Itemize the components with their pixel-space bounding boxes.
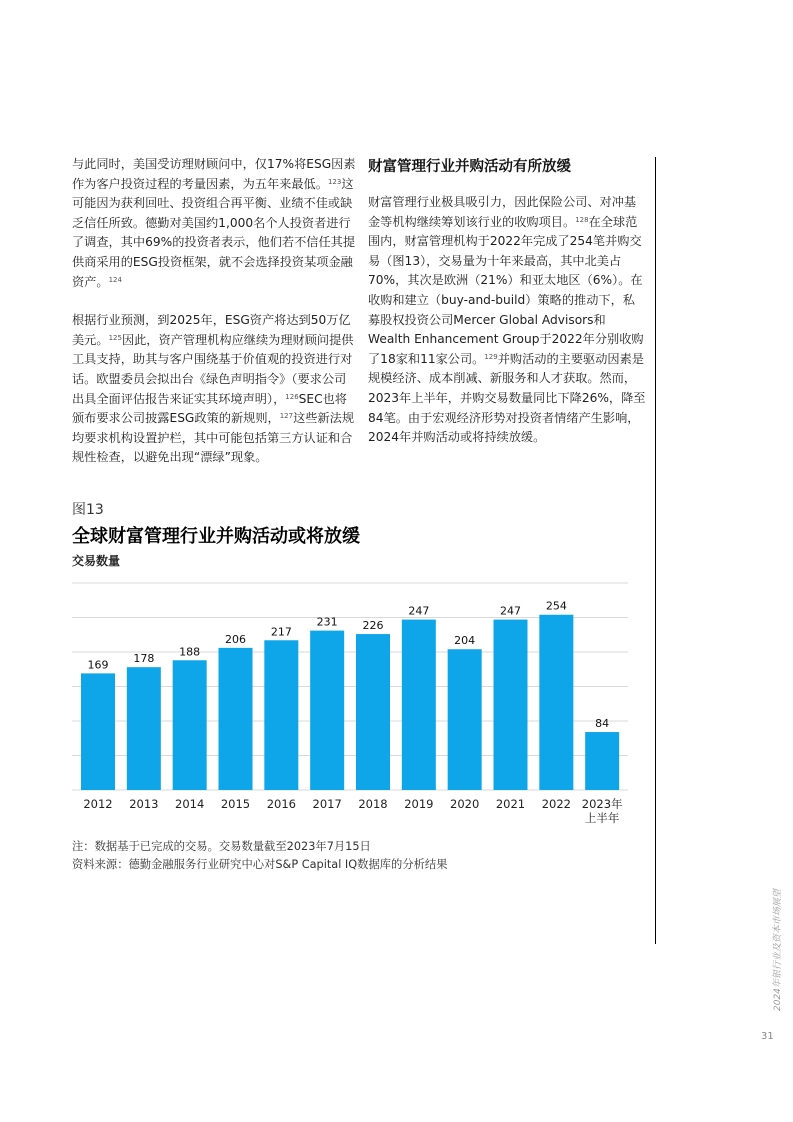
x-tick-label: 2020 (450, 797, 480, 811)
source-text: 资料来源：德勤金融服务行业研究中心对S&P Capital IQ数据库的分析结果 (72, 858, 448, 871)
left-paragraph-1: 与此同时，美国受访理财顾问中，仅17%将ESG因素作为客户投资过程的考量因素，为五年来最低。$^{123}$这可能因为获利回吐、投资组合再平衡、业绩不佳或缺乏信任所致。德勤对美国约1,000名个人投资者进行了调查，其中69%的投资者表示，他们若不信任其提供商采用的ESG投资框架，就不会选择投资某项金融资产。$^{124}$ (72, 157, 356, 289)
note-text: 注：数据基于已完成的交易。交易数量截至2023年7月15日 (72, 840, 371, 853)
footnote-ref[interactable]: 123 (327, 177, 342, 186)
y-axis-label: 交易数量 (72, 554, 121, 568)
left-paragraph-2: 根据行业预测，到2025年，ESG资产将达到50万亿美元。$^{125}$因此，资产管理机构应继续为理财顾问提供工具支持，助其与客户围绕基于价值观的投资进行对话。欧盟委员会拟出台《绿色声明指令》（要求公司出具全面评估报告来证实其环境声明），$^{126}$SEC也将颁布要求公司披露ESG政策的新规则，$^{127}$这些新法规均要求机构设置护栏，其中可能包括第三方认证和合规性检查，以避免出现“漂绿”现象。 (72, 313, 355, 465)
x-tick-label: 2022 (541, 797, 571, 811)
footnote-ref[interactable]: 124 (108, 275, 122, 284)
footnote-ref[interactable]: 125 (108, 333, 122, 342)
right-paragraph-1: 财富管理行业极具吸引力，因此保险公司、对冲基金等机构继续筹划该行业的收购项目。$^{128}$在全球范围内，财富管理机构于2022年完成了254笔并购交易（图13），交易量为十年来最高，其中北美占70%，其次是欧洲（21%）和亚太地区（6%）。在收购和建立（buy-and-build）策略的推动下，私募股权投资公司Mercer Global Advisors和Wealth Enhancement Group于2022年分别收购了18家和11家公司。$^{129}$并购活动的主要驱动因素是规模经济、成本削减、新服务和人才获取。然而，2023年上半年，并购交易数量同比下降26%，降至84笔。由于宏观经济形势对投资者情绪产生影响，2024年并购活动或将持续放缓。 (368, 195, 646, 445)
bar-2012 (81, 673, 115, 790)
bar-2020 (448, 649, 482, 790)
bar-2018 (356, 634, 390, 790)
data-label: 206 (225, 632, 246, 646)
data-label: 226 (362, 619, 384, 633)
data-label: 254 (545, 599, 567, 613)
bar-2013 (127, 667, 161, 790)
data-label: 204 (454, 634, 476, 648)
data-label: 247 (500, 604, 521, 618)
x-tick-label: 2018 (358, 797, 388, 811)
figure-title: 全球财富管理行业并购活动或将放缓 (72, 526, 360, 547)
data-label: 178 (133, 652, 155, 666)
running-title: 2024年银行业及资本市场展望 (773, 889, 783, 1011)
bar-2021 (494, 620, 528, 790)
x-tick-label: 2023年 (581, 797, 623, 811)
data-label: 231 (316, 615, 338, 629)
x-tick-label: 2017 (312, 797, 342, 811)
bar-2017 (310, 631, 344, 790)
data-label: 188 (179, 645, 201, 659)
left-column (72, 155, 358, 487)
x-tick-label: 2021 (495, 797, 526, 811)
data-label: 169 (87, 658, 109, 672)
bar-2022 (539, 615, 573, 790)
footnote-ref[interactable]: 128 (575, 215, 589, 224)
bar-2015 (219, 648, 253, 790)
x-tick-label: 2013 (129, 797, 159, 811)
data-label: 217 (270, 625, 292, 639)
page-number: 31 (761, 1031, 774, 1042)
footnote-ref[interactable]: 127 (279, 412, 294, 421)
bar-2023年 上半年 (585, 732, 619, 790)
footnote-ref[interactable]: 129 (484, 352, 498, 361)
right-column (368, 155, 646, 467)
x-tick-label: 2014 (175, 797, 205, 811)
bar-2019 (402, 620, 436, 790)
footnote-ref[interactable]: 126 (285, 392, 299, 401)
data-label: 84 (595, 717, 610, 731)
x-tick-label: 2016 (266, 797, 296, 811)
bar-2014 (173, 660, 207, 790)
x-tick-label: 2019 (404, 797, 434, 811)
bar-chart (72, 575, 632, 830)
bar-2016 (264, 640, 298, 790)
figure-notes (72, 838, 448, 874)
x-tick-label: 2012 (83, 797, 113, 811)
x-tick-label: 2015 (220, 797, 251, 811)
section-heading: 财富管理行业并购活动有所放缓 (368, 159, 571, 175)
figure-label: 图13 (72, 502, 104, 518)
column-divider (655, 157, 656, 944)
x-tick-label: 上半年 (584, 811, 620, 825)
data-label: 247 (408, 604, 430, 618)
